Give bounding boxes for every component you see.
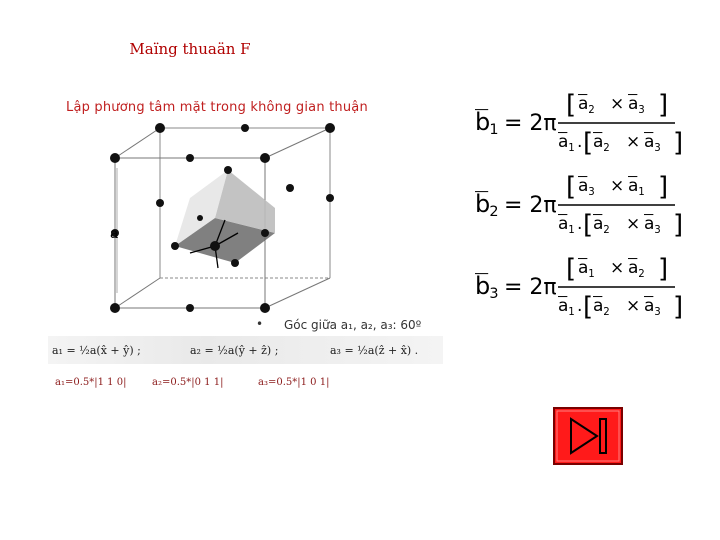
a2-components: a₂=0.5*|0 1 1| bbox=[152, 377, 224, 388]
a1-components: a₁=0.5*|1 1 0| bbox=[55, 377, 127, 388]
a1-formula: a₁ = ½a(x̂ + ŷ) ; bbox=[52, 344, 141, 357]
skip-to-end-icon bbox=[553, 407, 623, 465]
reciprocal-vector-formulas bbox=[470, 85, 695, 330]
b3-den-a3-sub: 3 bbox=[654, 307, 661, 318]
b3-num-open: [ bbox=[566, 254, 577, 284]
b1-den-a1-sub: 1 bbox=[568, 143, 575, 154]
b2-den-a3-sub: 3 bbox=[654, 225, 661, 236]
b3-den-times: × bbox=[626, 296, 641, 316]
b1-den-open: [ bbox=[583, 128, 594, 158]
b2-den-open: [ bbox=[583, 210, 594, 240]
go-to-end-button[interactable] bbox=[553, 407, 623, 465]
b3-den-a2-sub: 2 bbox=[603, 307, 610, 318]
b2-num-right-sub: 1 bbox=[638, 187, 645, 198]
b1-den-a3-letter: a bbox=[644, 132, 655, 152]
b2-den-a3-letter: a bbox=[644, 214, 655, 234]
b3-den-close: ] bbox=[673, 292, 684, 322]
b1-den-a2-sub: 2 bbox=[603, 143, 610, 154]
b2-den-dot: . bbox=[577, 214, 583, 234]
b1-lhs-sub: 1 bbox=[489, 122, 499, 138]
figure-caption: Lập phương tâm mặt trong không gian thuận bbox=[66, 100, 368, 115]
b3-lhs-sub: 3 bbox=[489, 286, 499, 302]
b3-den-a3-letter: a bbox=[644, 296, 655, 316]
b2-den-a1-sub: 1 bbox=[568, 225, 575, 236]
b3-den-a1-letter: a bbox=[558, 296, 569, 316]
b3-num-right-sub: 2 bbox=[638, 269, 645, 280]
b1-num-open: [ bbox=[566, 90, 577, 120]
a2-formula: a₂ = ½a(ŷ + ẑ) ; bbox=[190, 344, 279, 357]
b3-den-open: [ bbox=[583, 292, 594, 322]
b1-prefactor: = 2π bbox=[504, 111, 557, 136]
b2-prefactor: = 2π bbox=[504, 193, 557, 218]
b1-den-a3-sub: 3 bbox=[654, 143, 661, 154]
b3-den-dot: . bbox=[577, 296, 583, 316]
b2-times: × bbox=[610, 176, 625, 196]
b2-num-open: [ bbox=[566, 172, 577, 202]
b2-lhs-sub: 2 bbox=[489, 204, 499, 220]
b1-num-left-sub: 2 bbox=[588, 105, 595, 116]
b1-num-right-letter: a bbox=[628, 94, 639, 114]
b3-prefactor: = 2π bbox=[504, 275, 557, 300]
cube-edge-label: a bbox=[110, 226, 119, 242]
b2-num-right-letter: a bbox=[628, 176, 639, 196]
b3-den-a1-sub: 1 bbox=[568, 307, 575, 318]
b3-num-left-letter: a bbox=[578, 258, 589, 278]
b3-num-left-sub: 1 bbox=[588, 269, 595, 280]
b1-num-left-letter: a bbox=[578, 94, 589, 114]
b3-times: × bbox=[610, 258, 625, 278]
b3-num-close: ] bbox=[658, 254, 669, 284]
a3-formula: a₃ = ½a(ẑ + x̂) . bbox=[330, 344, 419, 357]
b2-den-a2-letter: a bbox=[593, 214, 604, 234]
b1-num-close: ] bbox=[658, 90, 669, 120]
b2-num-left-letter: a bbox=[578, 176, 589, 196]
b2-num-close: ] bbox=[658, 172, 669, 202]
b1-num-right-sub: 3 bbox=[638, 105, 645, 116]
b1-den-dot: . bbox=[577, 132, 583, 152]
bullet: • bbox=[256, 317, 264, 331]
b3-den-a2-letter: a bbox=[593, 296, 604, 316]
b2-den-times: × bbox=[626, 214, 641, 234]
b1-den-close: ] bbox=[673, 128, 684, 158]
slide-title: Maïng thuaän F bbox=[129, 40, 251, 58]
b2-lhs-letter: b bbox=[475, 190, 491, 218]
b1-lhs-letter: b bbox=[475, 108, 491, 136]
fcc-cube-diagram bbox=[60, 118, 360, 318]
angle-note: Góc giữa a₁, a₂, a₃: 60º bbox=[284, 318, 422, 332]
b2-den-a2-sub: 2 bbox=[603, 225, 610, 236]
b1-den-a2-letter: a bbox=[593, 132, 604, 152]
b2-num-left-sub: 3 bbox=[588, 187, 595, 198]
b1-den-times: × bbox=[626, 132, 641, 152]
b2-den-a1-letter: a bbox=[558, 214, 569, 234]
b1-times: × bbox=[610, 94, 625, 114]
b3-num-right-letter: a bbox=[628, 258, 639, 278]
b1-den-a1-letter: a bbox=[558, 132, 569, 152]
b3-lhs-letter: b bbox=[475, 272, 491, 300]
b2-den-close: ] bbox=[673, 210, 684, 240]
a3-components: a₃=0.5*|1 0 1| bbox=[258, 377, 330, 388]
